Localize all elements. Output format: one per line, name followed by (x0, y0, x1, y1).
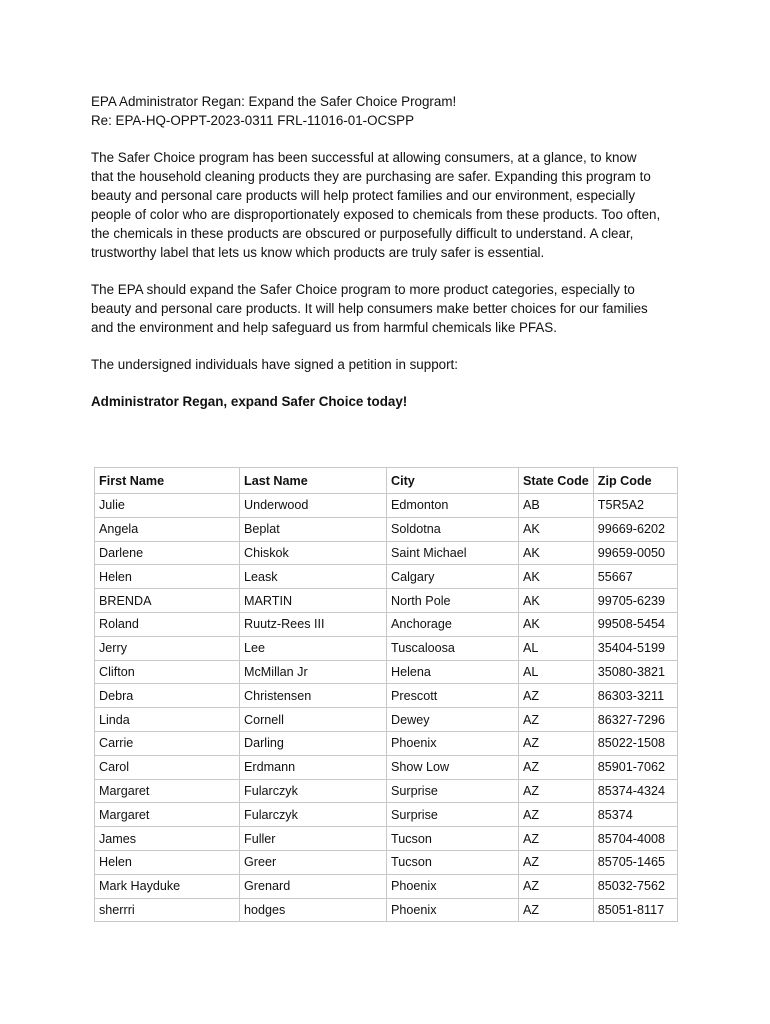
zip-code-cell: 35404-5199 (593, 636, 677, 660)
docket-reference: Re: EPA-HQ-OPPT-2023-0311 FRL-11016-01-OCSPP (91, 113, 414, 128)
zip-code-cell: 85901-7062 (593, 755, 677, 779)
zip-code-cell: 99669-6202 (593, 517, 677, 541)
table-row (95, 636, 678, 660)
first-name-cell: Jerry (95, 636, 240, 660)
first-name-cell: Mark Hayduke (95, 874, 240, 898)
table-header-row (95, 468, 678, 494)
state-code-cell: AZ (519, 708, 594, 732)
first-name-cell: BRENDA (95, 589, 240, 613)
last-name-cell: Grenard (240, 874, 387, 898)
paragraph-line: people of color who are disproportionately exposed to chemicals from these products. Too often, (91, 207, 661, 222)
table-row (95, 755, 678, 779)
last-name-cell: Fuller (240, 827, 387, 851)
city-cell: Calgary (387, 565, 519, 589)
city-cell: Saint Michael (387, 541, 519, 565)
first-name-cell: Helen (95, 850, 240, 874)
city-cell: Edmonton (387, 494, 519, 518)
state-code-cell: AK (519, 517, 594, 541)
zip-code-cell: T5R5A2 (593, 494, 677, 518)
last-name-cell: Chiskok (240, 541, 387, 565)
table-row (95, 517, 678, 541)
zip-code-cell: 86327-7296 (593, 708, 677, 732)
last-name-cell: Lee (240, 636, 387, 660)
last-name-cell: Erdmann (240, 755, 387, 779)
state-code-cell: AZ (519, 684, 594, 708)
city-cell: Phoenix (387, 874, 519, 898)
zip-code-cell: 99508-5454 (593, 612, 677, 636)
state-code-cell: AZ (519, 731, 594, 755)
state-code-cell: AZ (519, 850, 594, 874)
last-name-cell: MARTIN (240, 589, 387, 613)
state-code-cell: AK (519, 612, 594, 636)
city-cell: Helena (387, 660, 519, 684)
city-cell: North Pole (387, 589, 519, 613)
table-row (95, 708, 678, 732)
zip-code-cell: 99659-0050 (593, 541, 677, 565)
zip-code-cell: 85032-7562 (593, 874, 677, 898)
letter-header (91, 92, 691, 130)
city-cell: Phoenix (387, 898, 519, 922)
table-row (95, 827, 678, 851)
paragraph-line: The EPA should expand the Safer Choice program to more product categories, especially to (91, 282, 635, 297)
state-code-cell: AK (519, 589, 594, 613)
state-code-cell: AZ (519, 755, 594, 779)
zip-code-cell: 85022-1508 (593, 731, 677, 755)
state-code-cell: AL (519, 636, 594, 660)
city-cell: Prescott (387, 684, 519, 708)
first-name-cell: Margaret (95, 779, 240, 803)
zip-code-cell: 55667 (593, 565, 677, 589)
first-name-cell: Linda (95, 708, 240, 732)
table-row (95, 565, 678, 589)
city-cell: Tuscaloosa (387, 636, 519, 660)
first-name-cell: Roland (95, 612, 240, 636)
table-row (95, 660, 678, 684)
first-name-cell: Julie (95, 494, 240, 518)
last-name-cell: hodges (240, 898, 387, 922)
paragraph-line: The Safer Choice program has been successful at allowing consumers, at a glance, to know (91, 150, 637, 165)
header-first-name: First Name (95, 468, 240, 494)
table-row (95, 494, 678, 518)
last-name-cell: Christensen (240, 684, 387, 708)
first-name-cell: Debra (95, 684, 240, 708)
city-cell: Soldotna (387, 517, 519, 541)
table-row (95, 731, 678, 755)
city-cell: Surprise (387, 779, 519, 803)
last-name-cell: Ruutz-Rees III (240, 612, 387, 636)
paragraph-line: and the environment and help safeguard us from harmful chemicals like PFAS. (91, 320, 557, 335)
state-code-cell: AB (519, 494, 594, 518)
table-row (95, 874, 678, 898)
zip-code-cell: 85704-4008 (593, 827, 677, 851)
zip-code-cell: 85374-4324 (593, 779, 677, 803)
paragraph-safer-choice-success (91, 148, 691, 262)
last-name-cell: Fularczyk (240, 779, 387, 803)
last-name-cell: Leask (240, 565, 387, 589)
header-last-name: Last Name (240, 468, 387, 494)
first-name-cell: Carol (95, 755, 240, 779)
paragraph-line: trustworthy label that lets us know which products are truly safer is essential. (91, 245, 545, 260)
petition-title: Administrator Regan, expand Safer Choice today! (91, 394, 408, 409)
city-cell: Phoenix (387, 731, 519, 755)
table-row (95, 541, 678, 565)
zip-code-cell: 86303-3211 (593, 684, 677, 708)
last-name-cell: Cornell (240, 708, 387, 732)
city-cell: Tucson (387, 850, 519, 874)
table-row (95, 612, 678, 636)
last-name-cell: Beplat (240, 517, 387, 541)
paragraph-line: beauty and personal care products. It will help consumers make better choices for our families (91, 301, 648, 316)
state-code-cell: AK (519, 541, 594, 565)
city-cell: Show Low (387, 755, 519, 779)
state-code-cell: AZ (519, 827, 594, 851)
state-code-cell: AL (519, 660, 594, 684)
last-name-cell: Fularczyk (240, 803, 387, 827)
zip-code-cell: 85051-8117 (593, 898, 677, 922)
petition-intro: The undersigned individuals have signed a petition in support: (91, 357, 459, 372)
paragraph-line: that the household cleaning products they are purchasing are safer. Expanding this program to (91, 169, 651, 184)
first-name-cell: sherrri (95, 898, 240, 922)
first-name-cell: Clifton (95, 660, 240, 684)
city-cell: Dewey (387, 708, 519, 732)
first-name-cell: Angela (95, 517, 240, 541)
table-row (95, 589, 678, 613)
last-name-cell: Underwood (240, 494, 387, 518)
state-code-cell: AZ (519, 874, 594, 898)
last-name-cell: Darling (240, 731, 387, 755)
header-state-code: State Code (519, 468, 594, 494)
table-row (95, 684, 678, 708)
city-cell: Anchorage (387, 612, 519, 636)
first-name-cell: James (95, 827, 240, 851)
table-row (95, 779, 678, 803)
letter-title: EPA Administrator Regan: Expand the Safer Choice Program! (91, 94, 457, 109)
table-row (95, 898, 678, 922)
first-name-cell: Carrie (95, 731, 240, 755)
state-code-cell: AZ (519, 898, 594, 922)
zip-code-cell: 85374 (593, 803, 677, 827)
city-cell: Tucson (387, 827, 519, 851)
state-code-cell: AZ (519, 779, 594, 803)
city-cell: Surprise (387, 803, 519, 827)
zip-code-cell: 35080-3821 (593, 660, 677, 684)
header-zip-code: Zip Code (593, 468, 677, 494)
first-name-cell: Darlene (95, 541, 240, 565)
last-name-cell: McMillan Jr (240, 660, 387, 684)
paragraph-line: beauty and personal care products will help protect families and our environment, especially (91, 188, 636, 203)
signers-table (94, 467, 678, 922)
header-city: City (387, 468, 519, 494)
table-row (95, 803, 678, 827)
first-name-cell: Margaret (95, 803, 240, 827)
state-code-cell: AZ (519, 803, 594, 827)
state-code-cell: AK (519, 565, 594, 589)
letter-body (91, 92, 691, 411)
table-row (95, 850, 678, 874)
last-name-cell: Greer (240, 850, 387, 874)
zip-code-cell: 99705-6239 (593, 589, 677, 613)
first-name-cell: Helen (95, 565, 240, 589)
paragraph-expand-request (91, 280, 691, 337)
zip-code-cell: 85705-1465 (593, 850, 677, 874)
paragraph-line: the chemicals in these products are obscured or purposefully difficult to understand. A clear, (91, 226, 634, 241)
